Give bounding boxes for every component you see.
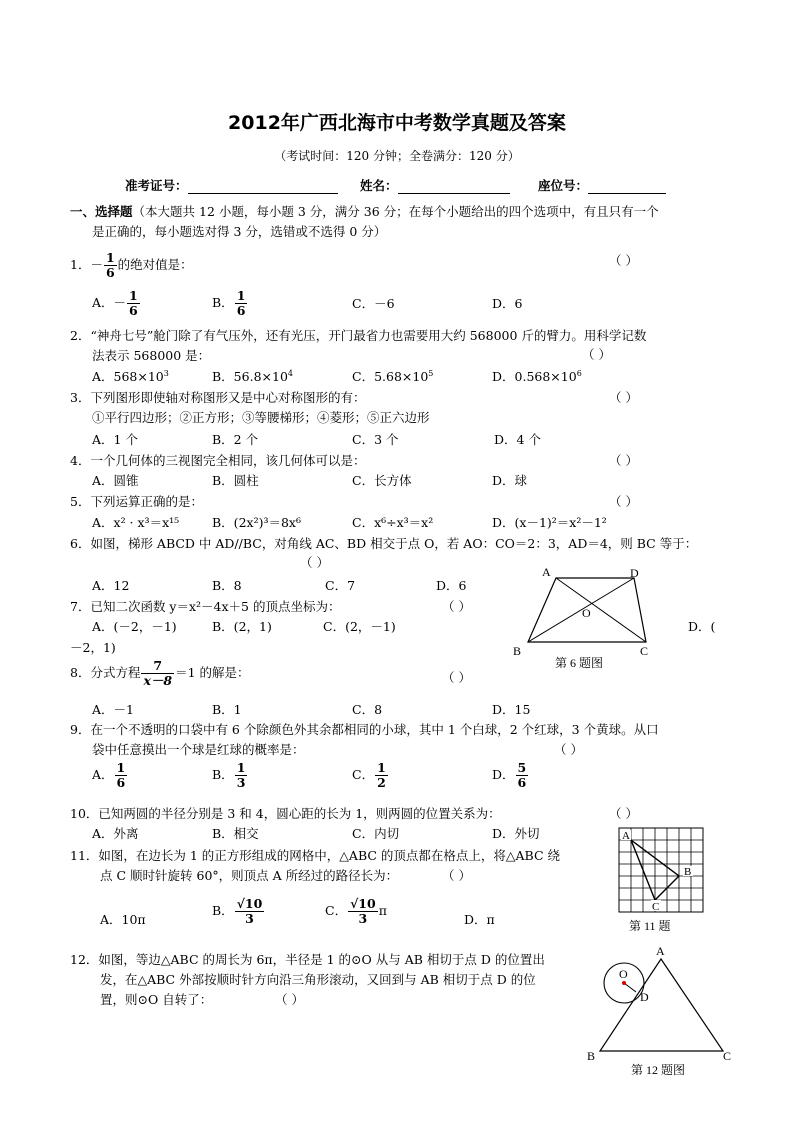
- answer-paren: （ ）: [609, 453, 638, 468]
- option-d: D．15: [492, 702, 531, 717]
- option-b: B．1: [212, 702, 242, 717]
- question-9-stem-cont: 袋中任意摸出一个球是红球的概率是：: [92, 742, 305, 757]
- question-8-stem: 8．分式方程 $\frac{7}{x-8}$ ＝1 的解是：: [70, 658, 250, 688]
- label-c: C: [640, 644, 649, 658]
- diagonal-ac: [556, 578, 646, 642]
- answer-paren: （ ）: [609, 390, 638, 405]
- label-o: O: [582, 606, 591, 620]
- candidate-number-blank: [188, 181, 338, 194]
- option-a: A．－1: [92, 702, 134, 717]
- seat-number-blank: [588, 181, 666, 194]
- option-d: D．π: [464, 912, 495, 927]
- option-a: A． $\frac{1}{6}$: [92, 760, 126, 790]
- option-b: B．相交: [212, 826, 259, 841]
- option-d: D．6: [436, 578, 467, 593]
- option-d: D．4 个: [494, 432, 541, 447]
- label-c: C: [723, 1049, 732, 1063]
- page-title: 2012年广西北海市中考数学真题及答案: [228, 112, 566, 134]
- option-b: B． $\frac{1}{3}$: [212, 760, 246, 790]
- option-d: D．(: [688, 619, 716, 634]
- option-b: B．圆柱: [212, 473, 259, 488]
- answer-paren: （ ）: [609, 494, 638, 509]
- seat-number-field: [538, 176, 666, 194]
- option-a: A．10π: [100, 912, 146, 927]
- label-d: D: [630, 566, 639, 580]
- option-a: A．(－2，－1): [92, 619, 177, 634]
- option-d: D． $\frac{5}{6}$: [492, 760, 527, 790]
- option-b: B． $\frac{1}{6}$: [212, 288, 246, 318]
- seat-number-label: 座位号：: [538, 178, 589, 193]
- fraction: $\frac{1}{6}$: [105, 250, 115, 280]
- question-7-stem: 7．已知二次函数 y＝x²－4x＋5 的顶点坐标为：: [70, 599, 341, 614]
- exam-info: （考试时间：120 分钟；全卷满分：120 分）: [274, 149, 520, 163]
- option-b: B．(2x²)³＝8x⁶: [212, 515, 301, 530]
- question-12-stem: 12．如图，等边△ABC 的周长为 6π，半径是 1 的⊙O 从与 AB 相切于点 D 的位置出: [70, 952, 545, 967]
- name-field: [360, 176, 510, 194]
- label-a: A: [656, 944, 665, 958]
- option-c: C．长方体: [352, 473, 412, 488]
- option-a: A．－ $\frac{1}{6}$: [92, 288, 138, 318]
- option-b: B．(2，1): [212, 619, 272, 634]
- candidate-number-field: [125, 176, 338, 194]
- option-a: A．1 个: [92, 432, 138, 447]
- radius-od: [624, 983, 636, 992]
- option-b: B．8: [212, 578, 242, 593]
- option-c: C．3 个: [352, 432, 399, 447]
- question-5-stem: 5．下列运算正确的是：: [70, 494, 203, 509]
- figure-11-caption: 第 11 题: [629, 919, 671, 933]
- option-a: A．$568\times 10^3$: [92, 368, 169, 384]
- option-a: A．x² · x³＝x¹⁵: [92, 515, 180, 530]
- label-a: A: [622, 830, 630, 842]
- name-blank: [398, 181, 510, 194]
- section-title: 一、选择题: [70, 204, 133, 219]
- option-d: D．(x－1)²＝x²－1²: [492, 515, 607, 530]
- label-c: C: [652, 901, 660, 913]
- option-c: C． $\frac{√10}{3}$ π: [325, 896, 387, 926]
- figure-6-trapezoid: [505, 560, 675, 680]
- question-1-stem: 1．－ $\frac{1}{6}$ 的绝对值是：: [70, 250, 193, 280]
- label-d: D: [640, 990, 649, 1004]
- figure-12-triangle: [585, 940, 745, 1080]
- question-6-stem: 6．如图，梯形 ABCD 中 AD//BC，对角线 AC、BD 相交于点 O，若 AO：CO＝2：3，AD＝4，则 BC 等于：: [70, 536, 698, 551]
- question-9-stem: 9．在一个不透明的口袋中有 6 个除颜色外其余都相同的小球，其中 1 个白球，2 个红球，3 个黄球。从口: [70, 722, 659, 737]
- question-12-stem-cont2: 置，则⊙O 自转了：: [100, 992, 213, 1007]
- question-2-stem-cont: 法表示 568000 是：: [92, 348, 211, 363]
- figure-12-caption: 第 12 题图: [631, 1063, 686, 1077]
- option-b: B． $\frac{√10}{3}$: [212, 896, 263, 926]
- option-b: B．2 个: [212, 432, 259, 447]
- question-12-stem-cont: 发，在△ABC 外部按顺时针方向沿三角形滚动，又回到与 AB 相切于点 D 的位: [100, 972, 536, 987]
- question-11-stem: 11．如图，在边长为 1 的正方形组成的网格中，△ABC 的顶点都在格点上，将△ABC 绕: [70, 848, 560, 863]
- section-description-cont: 是正确的，每小题选对得 3 分，选错或不选得 0 分）: [92, 224, 387, 239]
- label-b: B: [587, 1049, 596, 1063]
- option-c: C．－6: [352, 296, 395, 311]
- label-o: O: [619, 967, 628, 981]
- option-c: C．8: [352, 702, 383, 717]
- diagonal-bd: [528, 578, 634, 642]
- name-label: 姓名：: [360, 178, 398, 193]
- candidate-number-label: 准考证号：: [125, 178, 188, 193]
- answer-paren: （ ）: [582, 347, 611, 362]
- option-d: D．球: [492, 473, 528, 488]
- question-4-stem: 4．一个几何体的三视图完全相同，该几何体可以是：: [70, 453, 366, 468]
- option-a: A．外离: [92, 826, 139, 841]
- figure-11-grid: [617, 826, 707, 936]
- question-3-items: ①平行四边形；②正方形；③等腰梯形；④菱形；⑤正六边形: [92, 410, 430, 425]
- label-b: B: [513, 644, 522, 658]
- answer-paren: （ ）: [442, 868, 471, 883]
- option-c: C．内切: [352, 826, 400, 841]
- question-3-stem: 3．下列图形即使轴对称图形又是中心对称图形的有：: [70, 390, 366, 405]
- option-d-cont: －2，1): [70, 640, 116, 655]
- label-b: B: [684, 866, 692, 878]
- question-11-stem-cont: 点 C 顺时针旋转 60°，则顶点 A 所经过的路径长为：: [100, 868, 399, 883]
- answer-paren: （ ）: [609, 253, 638, 268]
- option-a: A．圆锥: [92, 473, 139, 488]
- option-d: D．$0.568\times 10^6$: [492, 368, 582, 384]
- option-c: C． $\frac{1}{2}$: [352, 760, 386, 790]
- option-c: C．(2，－1): [323, 619, 396, 634]
- figure-6-caption: 第 6 题图: [555, 656, 604, 670]
- section-heading: [70, 202, 659, 220]
- question-2-stem: 2．“神舟七号”舱门除了有气压外，还有光压，开门最省力也需要用大约 568000 斤的臂力。用科学记数: [70, 328, 647, 343]
- option-a: A．12: [92, 578, 130, 593]
- answer-paren: （ ）: [442, 670, 471, 685]
- option-c: C．7: [325, 578, 356, 593]
- answer-paren: （ ）: [300, 555, 329, 570]
- option-c: C．$5.68\times 10^5$: [352, 368, 434, 384]
- option-c: C．x⁶÷x³＝x²: [352, 515, 434, 530]
- label-a: A: [542, 565, 551, 579]
- section-description: （本大题共 12 小题，每小题 3 分，满分 36 分；在每个小题给出的四个选项中，有且只有一个: [132, 204, 659, 219]
- answer-paren: （ ）: [554, 742, 583, 757]
- center-point: [622, 981, 626, 985]
- answer-paren: （ ）: [442, 599, 471, 614]
- answer-paren: （ ）: [275, 992, 304, 1007]
- option-d: D．外切: [492, 826, 540, 841]
- option-d: D．6: [492, 296, 523, 311]
- question-10-stem: 10．已知两圆的半径分别是 3 和 4，圆心距的长为 1，则两圆的位置关系为：: [70, 806, 501, 821]
- option-b: B．$56.8\times 10^4$: [212, 368, 293, 384]
- answer-paren: （ ）: [609, 806, 638, 821]
